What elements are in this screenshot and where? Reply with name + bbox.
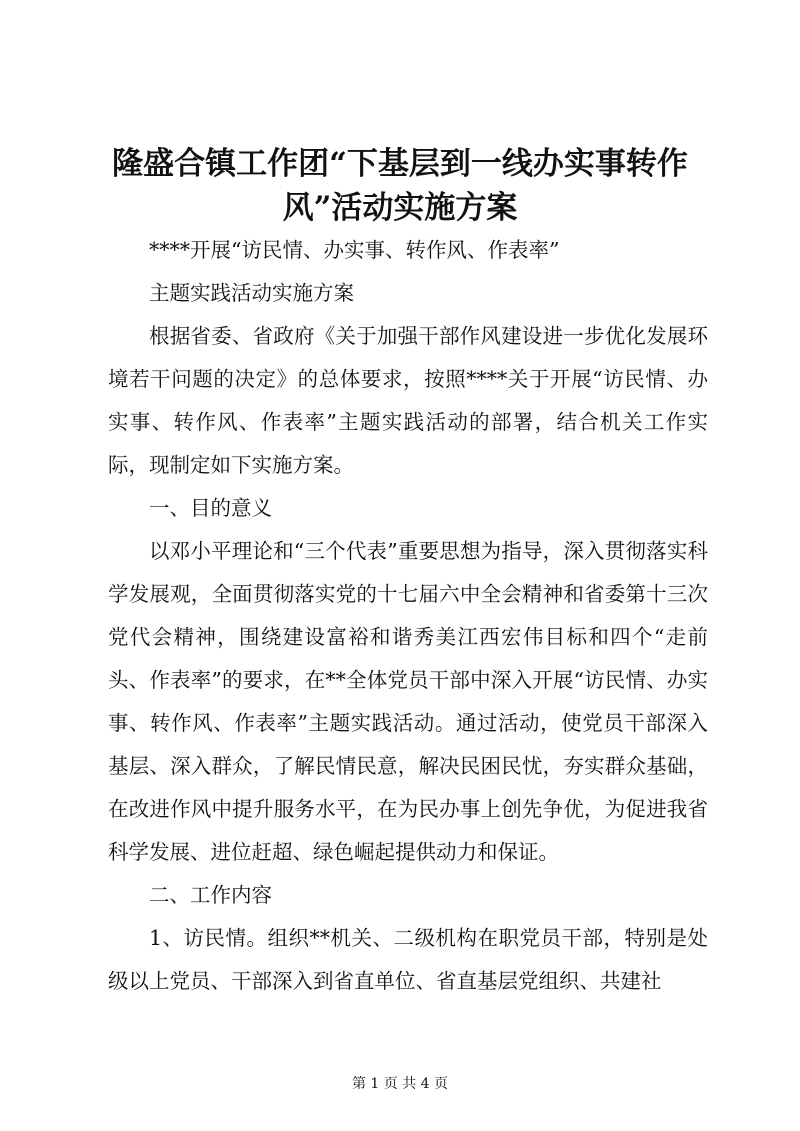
document-title-line-1: 隆盛合镇工作团“下基层到一线办实事转作	[112, 146, 688, 182]
subtitle-line-2: 主题实践活动实施方案	[149, 281, 354, 305]
paragraph-purpose: 以邓小平理论和“三个代表”重要思想为指导，深入贯彻落实科学发展观，全面贯彻落实党的十七届六中全会精神和省委第十三次党代会精神，围绕建设富裕和谐秀美江西宏伟目标和四个“走前头、作表率”的要求，在**全体党员干部中深入开展“访民情、办实事、转作风、作表率”主题实践活动。通过活动，使党员干部深入基层、深入群众，了解民情民意，解决民困民忧，夯实群众基础，在改进作风中提升服务水平，在为民办事上创先争优，为促进我省科学发展、进位赶超、绿色崛起提供动力和保证。	[108, 539, 708, 864]
section-heading-work-content: 二、工作内容	[149, 883, 272, 907]
page-footer: 第 1 页 共 4 页	[351, 1076, 449, 1092]
paragraph-intro: 根据省委、省政府《关于加强干部作风建设进一步优化发展环境若干问题的决定》的总体要求，按照****关于开展“访民情、办实事、转作风、作表率”主题实践活动的部署，结合机关工作实际，现制定如下实施方案。	[108, 324, 708, 477]
section-heading-purpose: 一、目的意义	[149, 496, 272, 520]
document-title-line-2: 风”活动实施方案	[282, 190, 518, 226]
paragraph-visit-people: 1、访民情。组织**机关、二级机构在职党员干部，特别是处级以上党员、干部深入到省直单位、省直基层党组织、共建社	[108, 926, 708, 993]
subtitle-line-1: ****开展“访民情、办实事、转作风、作表率”	[149, 238, 560, 262]
